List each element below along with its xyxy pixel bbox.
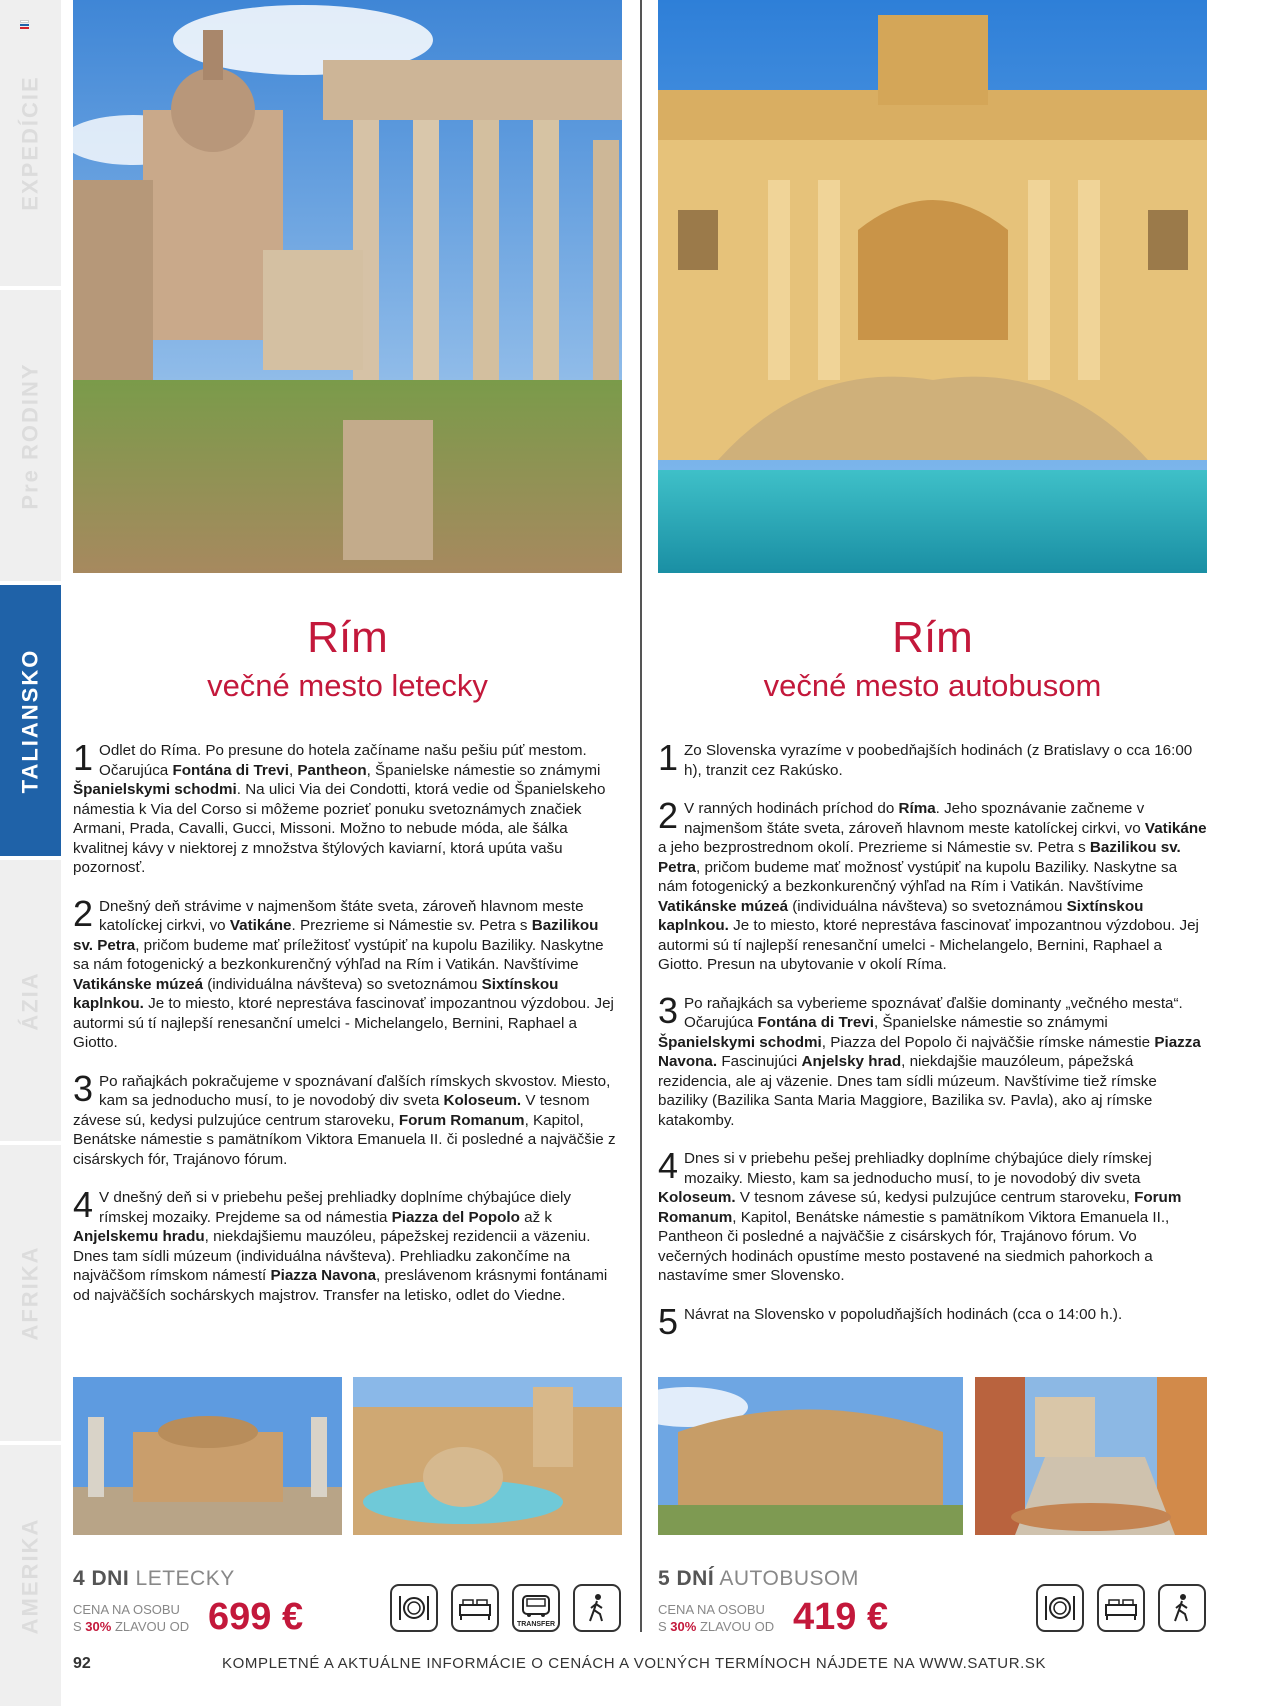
tab-pre-rodiny[interactable]: Pre RODINY [0, 290, 61, 585]
colosseum-photo [658, 1377, 963, 1535]
day-number: 4 [73, 1184, 94, 1225]
tab-expedicie[interactable]: EXPEDÍCIE [0, 0, 61, 290]
tab-taliansko[interactable]: TALIANSKO [0, 585, 61, 860]
right-offer-title: Rím [892, 613, 973, 662]
bed-icon [451, 1584, 499, 1632]
day-text: V ranných hodinách príchod do Ríma. Jeho spoznávanie začneme v najmenšom štáte sveta, zároveň hlavnom meste katolíckej cirkvi, vo Vatikáne a jeho bezprostrednom okolí. Prezrieme si Námestie sv. Petra s Bazilikou sv. Petra, pričom budeme mať možnosť vystúpiť na kupolu Baziliky. Naskytne sa nám fotogenický a bezkonkurenčný výhľad na Rím i Vatikán. Navštívime Vatikánske múzeá (individuálna návšteva) so svetoznámou Sixtínskou kaplnkou. Je to miesto, ktoré neprestáva fascinovať impozantnou výzdobou. Jej autormi sú tí najlepší renesanční umelci - Michelangelo, Bernini, Raphael a Giotto. Presun na ubytovanie v okolí Ríma. [658, 800, 1207, 973]
day-text: Po raňajkách pokračujeme v spoznávaní ďalších rímskych skvostov. Miesto, kam sa jednoducho musí, to je novodobý div sveta Koloseum. V tesnom závese sú, kedysi pulzujúce centrum staroveku, Forum Romanum, Kapitol, Benátske námestie s pamätníkom Viktora Emanuela II. či posledné a najväčšie z cisárskych fór, Trajánovo fórum. [73, 1072, 616, 1168]
day-number: 4 [658, 1145, 679, 1186]
right-offer-subtitle: večné mesto autobusom [763, 668, 1102, 703]
left-duration: 4 DNI LETECKY [73, 1567, 235, 1590]
day-text: Dnešný deň strávime v najmenšom štáte sveta, zároveň hlavnom meste katolíckej cirkvi, vo Vatikáne. Prezrieme si Námestie sv. Petra s Bazilikou sv. Petra, pričom budeme mať príležitosť vystúpiť na kupolu Baziliky. Naskytne sa nám fotogenický a bezkonkurenčný výhľad na Rím i Vatikán. Navštívime Vatikánske múzeá (individuálna návšteva) so svetoznámou Sixtínskou kaplnkou. Je to miesto, ktoré neprestáva fascinovať impozantnou výzdobou. Jej autormi sú tí najlepší renesanční umelci - Michelangelo, Bernini, Raphael a Giotto. [73, 897, 614, 1051]
forum-romanum-photo [73, 0, 622, 573]
day-number: 5 [658, 1300, 679, 1342]
right-day-1 [658, 737, 1207, 780]
meals-icon [1036, 1584, 1084, 1632]
left-day-4 [73, 1184, 622, 1305]
day-number: 2 [658, 795, 679, 836]
transfer-bus-icon: TRANSFER [512, 1584, 560, 1632]
right-day-5 [658, 1300, 1207, 1342]
right-duration: 5 DNÍ AUTOBUSOM [658, 1567, 859, 1590]
right-itinerary [658, 737, 1207, 1343]
trevi-fountain-photo [658, 0, 1207, 573]
footer-text: KOMPLETNÉ A AKTUÁLNE INFORMÁCIE O CENÁCH A VOĽNÝCH TERMÍNOCH NÁJDETE NA WWW.SATUR.SK [222, 1655, 1047, 1672]
right-offer-heading [658, 613, 1207, 707]
day-text: V dnešný deň si v priebehu pešej prehliadky doplníme chýbajúce diely rímskej mozaiky. Prejdeme sa od námestia Piazza del Popolo až k Anjelskemu hradu, niekdajšiemu mauzóleu, pápežskej rezidencii a väzeniu. Dnes tam sídli múzeum (individuálna návšteva). Prehliadku zakončíme na najväčšom rímskom námestí Piazza Navona, preslávenom krásnymi fontánami od najväčších sochárskych majstrov. Transfer na letisko, odlet do Viedne. [73, 1189, 608, 1304]
day-text: Dnes si v priebehu pešej prehliadky doplníme chýbajúce diely rímskej mozaiky. Miesto, kam sa jednoducho musí, to je novodobý div sveta Koloseum. V tesnom závese sú, kedysi pulzujúce centrum staroveku, Forum Romanum, Kapitol, Benátske námestie s pamätníkom Viktora Emanuela II., Pantheon či posledné a najväčšie z cisárskych fór, Trajánovo fórum. Vo večerných hodinách opustíme mesto postavené na siedmich pahorkoch a nastavíme smer Slovensko. [658, 1150, 1182, 1284]
sidebar [0, 0, 61, 1706]
right-day-4 [658, 1145, 1207, 1286]
day-text: Po raňajkách sa vyberieme spoznávať ďalšie dominanty „večného mesta“. Očarujúca Fontána di Trevi, Španielske námestie so známymi Španielskymi schodmi, Piazza del Popolo či najväčšie rímske námestie Piazza Navona. Fascinujúci Anjelsky hrad, niekdajšie mauzóleum, pápežská rezidencia, ale aj väzenie. Dnes tam sídli múzeum. Navštívime tiež rímske baziliky (Bazilika Santa Maria Maggiore, Bazilika sv. Pavla), ako aj rímske katakomby. [658, 994, 1201, 1129]
right-day-2 [658, 795, 1207, 975]
day-text: Odlet do Ríma. Po presune do hotela začíname našu pešiu púť mestom. Očarujúca Fontána di Trevi, Pantheon, Španielske námestie so známymi Španielskymi schodmi. Na ulici Via dei Condotti, ktorá vedie od Španielskeho námestia k Via del Corso si môžeme pozrieť ponuku svetoznámych značiek Armani, Prada, Cavalli, Gucci, Missoni. Možno to nebude móda, ale šálka kvalitnej kávy v niektorej z množstva štýlových kaviarní, ktorá upúta vašu pozornosť. [73, 742, 606, 876]
day-number: 3 [658, 989, 679, 1031]
left-itinerary [73, 737, 622, 1324]
day-text: Zo Slovenska vyrazíme v poobedňajších hodinách (z Bratislavy o cca 16:00 h), tranzit cez Rakúsko. [684, 742, 1193, 779]
left-day-3 [73, 1067, 622, 1170]
day-text: Návrat na Slovensko v popoludňajších hodinách (cca o 14:00 h.). [684, 1305, 1123, 1323]
walking-icon [1158, 1584, 1206, 1632]
left-price: 699 € [208, 1596, 304, 1638]
left-day-2 [73, 892, 622, 1053]
left-offer-title: Rím [307, 613, 388, 662]
meals-icon [390, 1584, 438, 1632]
right-day-3 [658, 989, 1207, 1131]
day-number: 2 [73, 892, 94, 934]
piazza-navona-photo [353, 1377, 622, 1535]
left-offer-subtitle: večné mesto letecky [207, 668, 488, 703]
footer-info [222, 1655, 1046, 1672]
right-price-label: CENA NA OSOBU S 30% ZLAVOU OD [658, 1602, 775, 1634]
page-number: 92 [73, 1655, 91, 1672]
right-price: 419 € [793, 1596, 889, 1638]
day-number: 1 [658, 737, 679, 778]
column-divider [640, 0, 642, 1632]
day-number: 3 [73, 1067, 94, 1109]
bed-icon [1097, 1584, 1145, 1632]
left-price-label: CENA NA OSOBU S 30% ZLAVOU OD [73, 1602, 190, 1634]
castel-santangelo-photo [73, 1377, 342, 1535]
spanish-steps-photo [975, 1377, 1207, 1535]
tab-amerika[interactable]: AMERIKA [17, 1517, 43, 1634]
tab-azia[interactable]: ÁZIA [0, 860, 61, 1145]
left-day-1 [73, 737, 622, 878]
walking-icon [573, 1584, 621, 1632]
left-offer-heading [73, 613, 622, 707]
tab-afrika[interactable]: AFRIKA [0, 1145, 61, 1445]
day-number: 1 [73, 737, 94, 778]
